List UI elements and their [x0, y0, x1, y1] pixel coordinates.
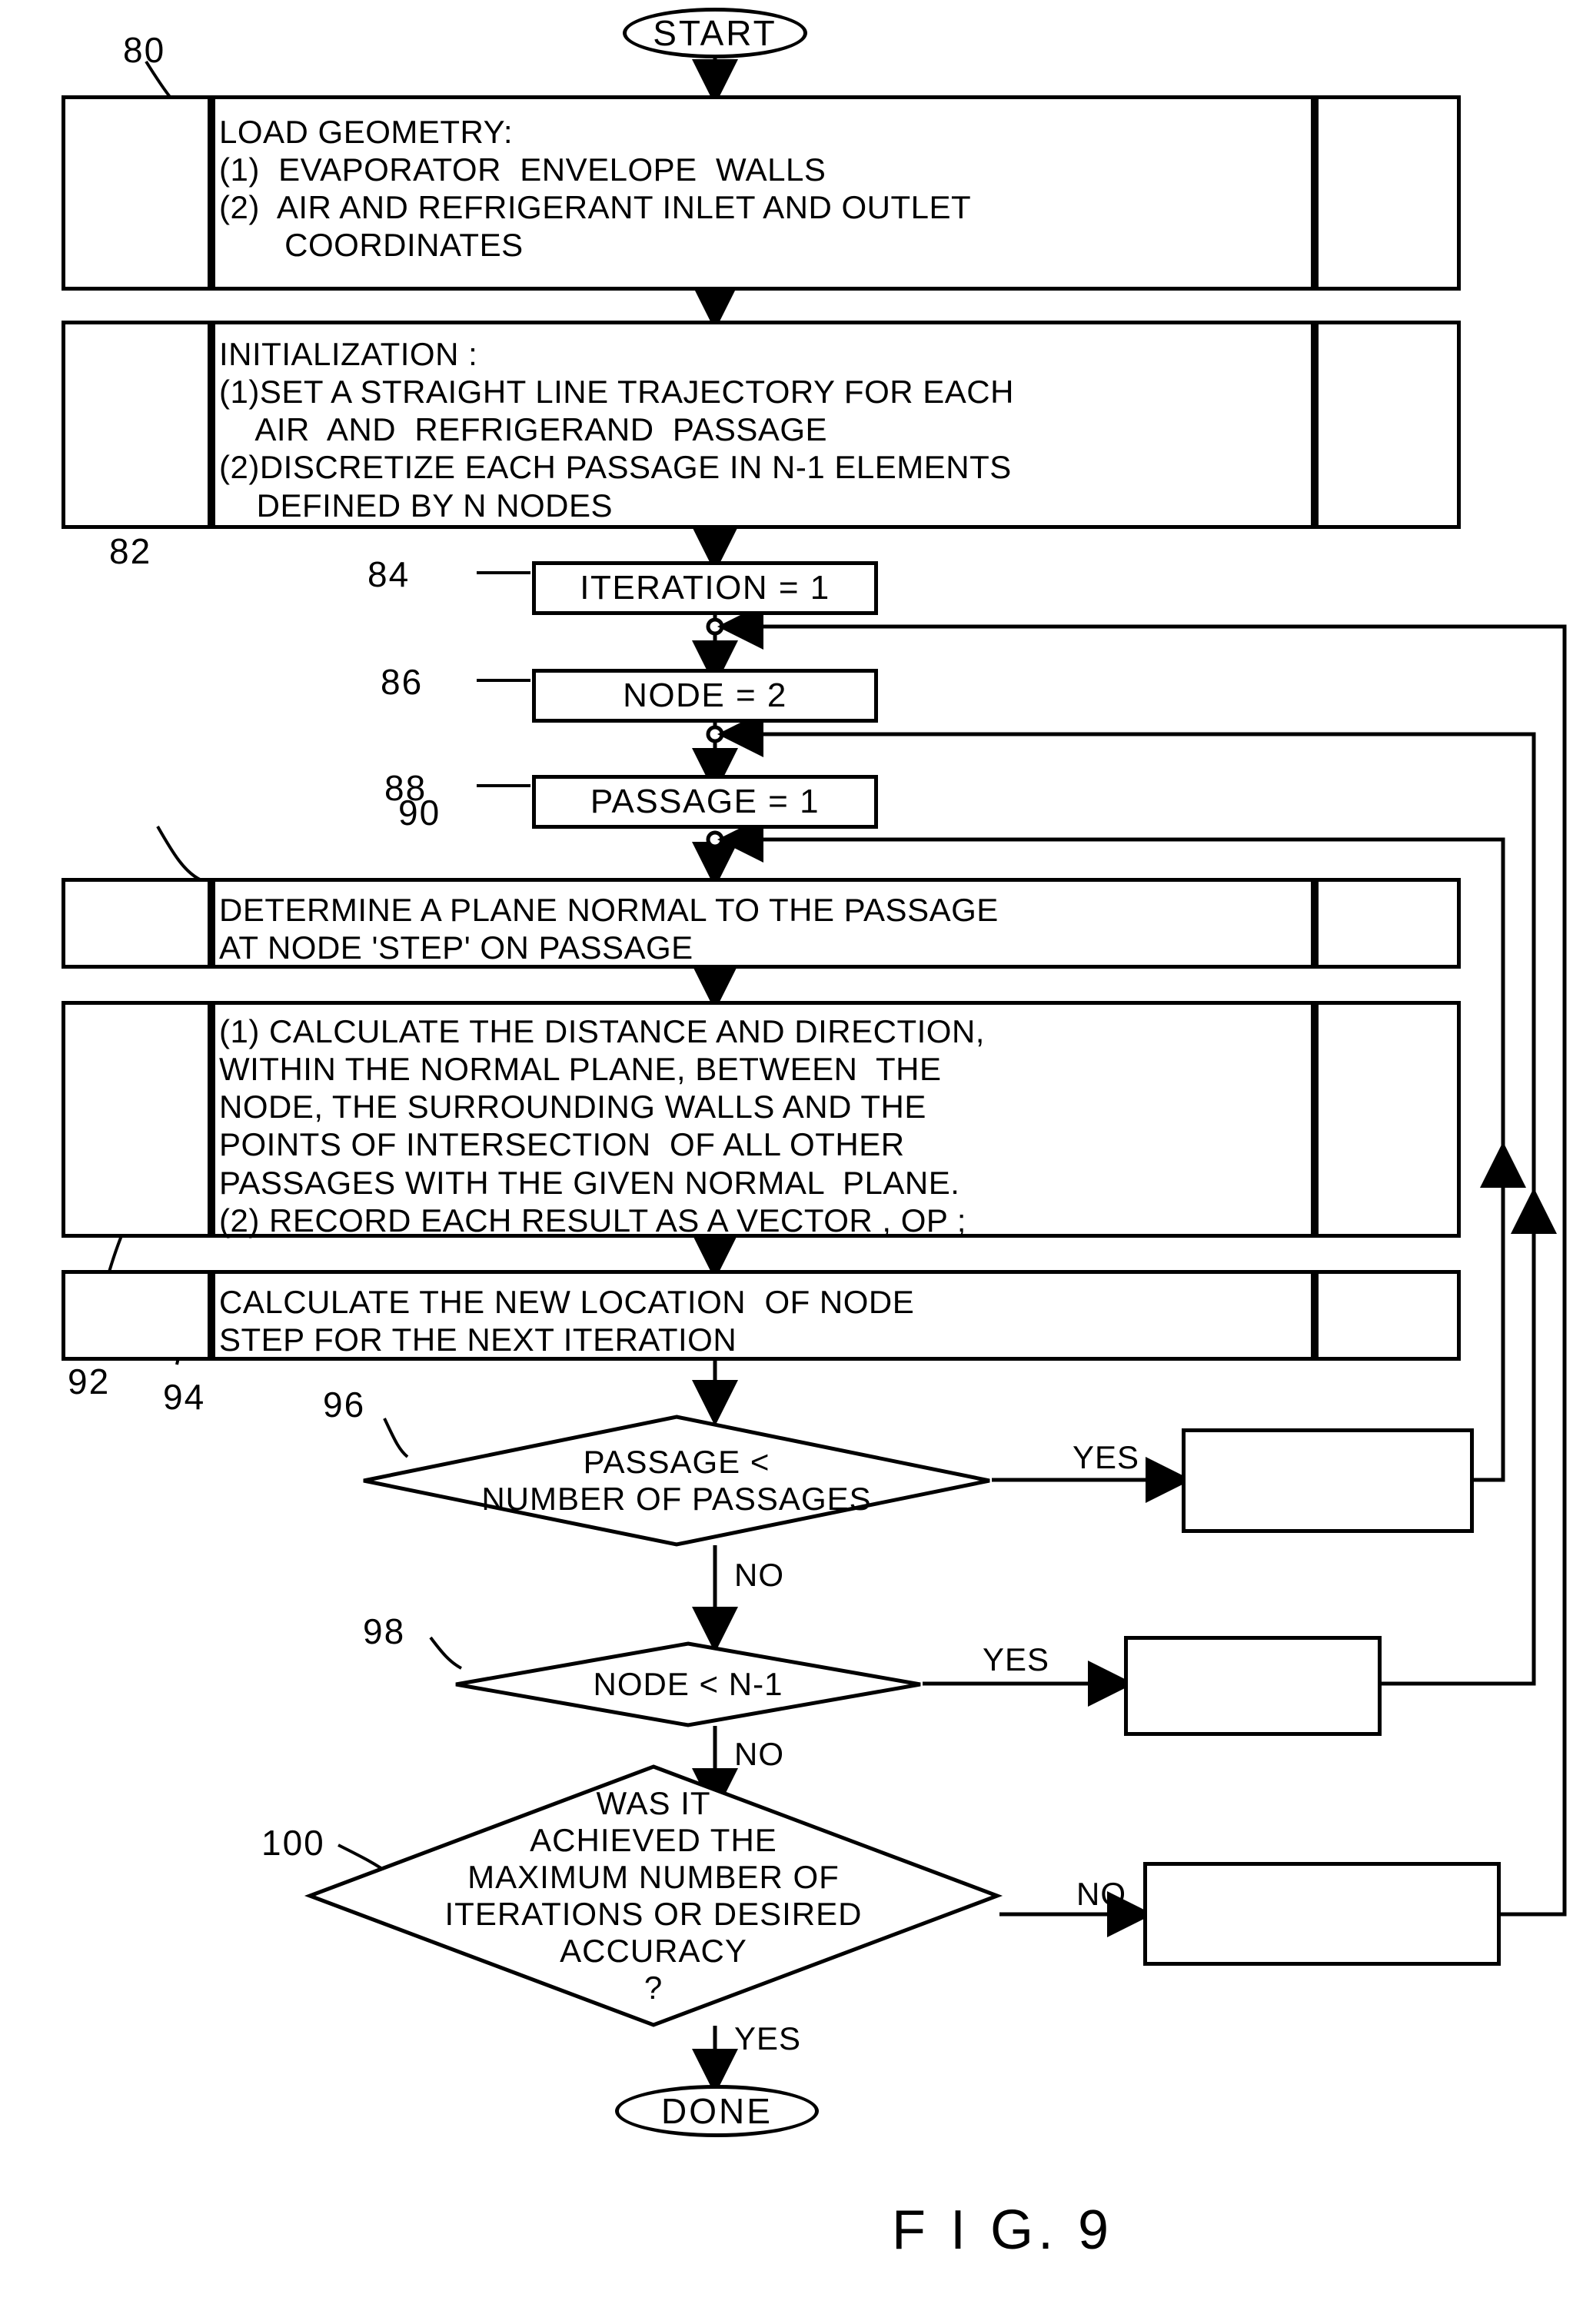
ref-number-100: 100	[261, 1823, 325, 1863]
node-init-box	[532, 669, 878, 723]
determine-plane-right-bar	[1311, 882, 1319, 965]
iteration-init-box	[532, 561, 878, 615]
node-decision-no-label: NO	[734, 1736, 784, 1772]
iteration-decision	[308, 1764, 999, 2027]
iteration-decision-text: WAS IT ACHIEVED THE MAXIMUM NUMBER OF ITERATIONS OR DESIRED ACCURACY ?	[444, 1785, 863, 2006]
ref-number-86: 86	[381, 662, 424, 702]
ref-number-88: 88	[384, 768, 427, 808]
calculate-new-location-box	[62, 1270, 1461, 1361]
figure-caption: F I G. 9	[892, 2199, 1114, 2261]
iteration-decision-yes-label: YES	[734, 2020, 802, 2056]
node-decision-text: NODE < N-1	[593, 1666, 783, 1703]
calculate-new-location-left-bar	[208, 1274, 215, 1357]
passage-decision-text: PASSAGE < NUMBER OF PASSAGES	[481, 1444, 872, 1517]
load-geometry-left-bar	[208, 99, 215, 287]
iteration-decision-no-label: NO	[1076, 1876, 1126, 1912]
calculate-new-location-text: CALCULATE THE NEW LOCATION OF NODE STEP FOR THE NEXT ITERATION	[219, 1284, 915, 1358]
iteration-increment-box	[1143, 1862, 1501, 1966]
start-label: START	[653, 13, 777, 53]
passage-increment-box	[1182, 1428, 1474, 1533]
start-terminator	[623, 8, 807, 58]
passage-init-label: PASSAGE = 1	[590, 783, 820, 820]
initialization-left-bar	[208, 324, 215, 525]
node-init-label: NODE = 2	[623, 677, 787, 714]
node-decision-yes-label: YES	[983, 1641, 1050, 1677]
ref-number-84: 84	[367, 554, 411, 594]
load-geometry-text: LOAD GEOMETRY: (1) EVAPORATOR ENVELOPE WALLS (2) AIR AND REFRIGERANT INLET AND OUTLET COORDINATES	[219, 114, 972, 264]
ref-number-82: 82	[109, 531, 152, 571]
ref-number-98: 98	[363, 1611, 406, 1651]
determine-plane-left-bar	[208, 882, 215, 965]
ref-number-80: 80	[123, 30, 166, 70]
determine-plane-box	[62, 878, 1461, 969]
initialization-box	[62, 321, 1461, 529]
calculate-distance-right-bar	[1311, 1005, 1319, 1234]
initialization-right-bar	[1311, 324, 1319, 525]
calculate-new-location-right-bar	[1311, 1274, 1319, 1357]
done-terminator	[615, 2085, 819, 2137]
calculate-distance-box	[62, 1001, 1461, 1238]
calculate-distance-left-bar	[208, 1005, 215, 1234]
passage-decision-yes-label: YES	[1073, 1439, 1140, 1475]
ref-number-90-visible: 90	[398, 793, 441, 833]
load-geometry-right-bar	[1311, 99, 1319, 287]
ref-number-96: 96	[323, 1385, 366, 1425]
determine-plane-text: DETERMINE A PLANE NORMAL TO THE PASSAGE AT NODE 'STEP' ON PASSAGE	[219, 892, 999, 966]
ref-number-94: 94	[163, 1377, 206, 1417]
passage-decision	[361, 1415, 992, 1547]
passage-decision-no-label: NO	[734, 1557, 784, 1593]
node-increment-box	[1124, 1636, 1382, 1736]
done-label: DONE	[661, 2091, 773, 2131]
iteration-init-label: ITERATION = 1	[580, 569, 830, 607]
calculate-distance-text: (1) CALCULATE THE DISTANCE AND DIRECTION, WITHIN THE NORMAL PLANE, BETWEEN THE NODE, THE SURROUNDING WALLS AND THE POINTS OF INTERSECTION OF ALL OTHER PASSAGES WITH THE GIVEN NORMAL PLANE. (2) RECORD EACH RESULT AS A VECTOR , OP ;	[219, 1013, 985, 1238]
initialization-text: INITIALIZATION : (1)SET A STRAIGHT LINE TRAJECTORY FOR EACH AIR AND REFRIGERAND PASSAGE (2)DISCRETIZE EACH PASSAGE IN N-1 ELEMENTS DEFINED BY N NODES	[219, 336, 1014, 524]
node-decision	[454, 1641, 923, 1727]
ref-number-92: 92	[68, 1361, 111, 1401]
passage-init-box	[532, 775, 878, 829]
load-geometry-box	[62, 95, 1461, 291]
